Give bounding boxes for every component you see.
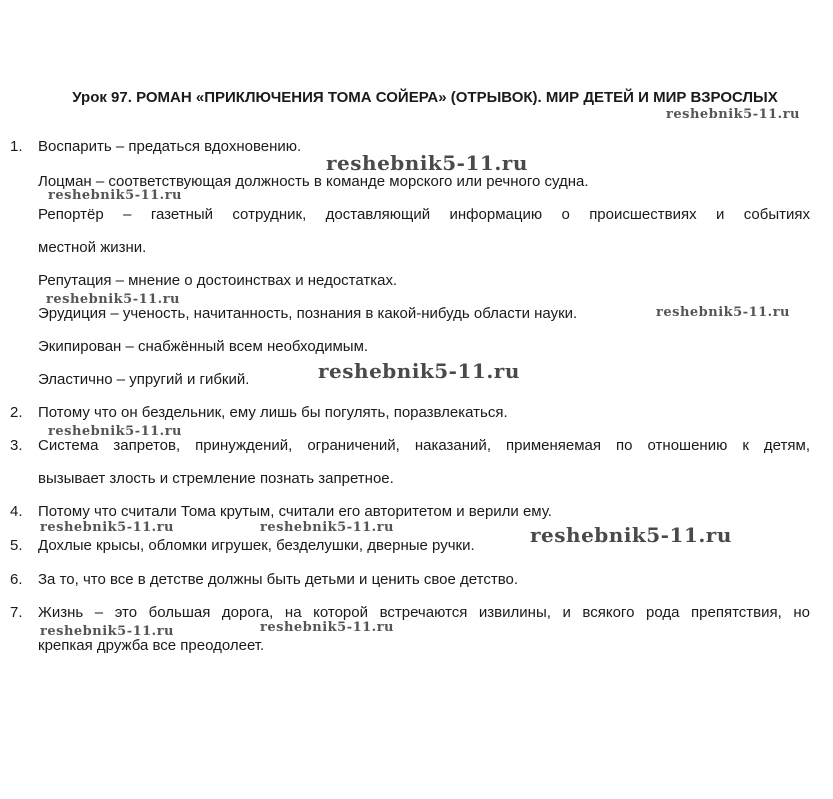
item-5-line-1: Дохлые крысы, обломки игрушек, безделушки, дверные ручки. xyxy=(38,537,475,554)
watermark: reshebnik5-11.ru xyxy=(48,188,183,203)
item-1-line-5: Репутация – мнение о достоинствах и недостатках. xyxy=(38,272,398,289)
watermark: reshebnik5-11.ru xyxy=(260,620,395,635)
watermark: reshebnik5-11.ru xyxy=(46,292,181,307)
item-number-1: 1. xyxy=(10,138,23,155)
item-1-line-3: Репортёр – газетный сотрудник, доставляющий информацию о происшествиях и событиях xyxy=(38,206,810,223)
watermark: reshebnik5-11.ru xyxy=(326,151,528,175)
watermark: reshebnik5-11.ru xyxy=(40,624,175,639)
watermark: reshebnik5-11.ru xyxy=(40,520,175,535)
item-number-4: 4. xyxy=(10,503,23,520)
watermark: reshebnik5-11.ru xyxy=(48,424,183,439)
item-1-line-7: Экипирован – снабжённый всем необходимым. xyxy=(38,338,369,355)
item-number-2: 2. xyxy=(10,404,23,421)
item-1-line-8: Эластично – упругий и гибкий. xyxy=(38,371,250,388)
item-6-line-1: За то, что все в детстве должны быть детьми и ценить свое детство. xyxy=(38,571,519,588)
item-number-5: 5. xyxy=(10,537,23,554)
item-number-3: 3. xyxy=(10,437,23,454)
item-1-line-2: Лоцман – соответствующая должность в команде морского или речного судна. xyxy=(38,173,589,190)
item-number-7: 7. xyxy=(10,604,23,621)
watermark: reshebnik5-11.ru xyxy=(530,523,732,547)
item-3-line-1: Система запретов, принуждений, ограничений, наказаний, применяемая по отношению к детям, xyxy=(38,437,810,454)
item-1-line-1: Воспарить – предаться вдохновению. xyxy=(38,138,302,155)
item-7-line-1: Жизнь – это большая дорога, на которой встречаются извилины, и всякого рода препятствия, но xyxy=(38,604,810,621)
watermark: reshebnik5-11.ru xyxy=(260,520,395,535)
item-1-line-6: Эрудиция – ученость, начитанность, познания в какой-нибудь области науки. xyxy=(38,305,578,322)
watermark: reshebnik5-11.ru xyxy=(666,107,801,122)
watermark: reshebnik5-11.ru xyxy=(318,359,520,383)
item-number-6: 6. xyxy=(10,571,23,588)
page-title: Урок 97. РОМАН «ПРИКЛЮЧЕНИЯ ТОМА СОЙЕРА» (ОТРЫВОК). МИР ДЕТЕЙ И МИР ВЗРОСЛЫХ xyxy=(72,89,778,106)
item-7-line-2: крепкая дружба все преодолеет. xyxy=(38,637,265,654)
item-3-line-2: вызывает злость и стремление познать запретное. xyxy=(38,470,394,487)
item-2-line-1: Потому что он бездельник, ему лишь бы погулять, поразвлекаться. xyxy=(38,404,508,421)
watermark: reshebnik5-11.ru xyxy=(656,305,791,320)
item-1-line-4: местной жизни. xyxy=(38,239,147,256)
item-4-line-1: Потому что считали Тома крутым, считали его авторитетом и верили ему. xyxy=(38,503,552,520)
